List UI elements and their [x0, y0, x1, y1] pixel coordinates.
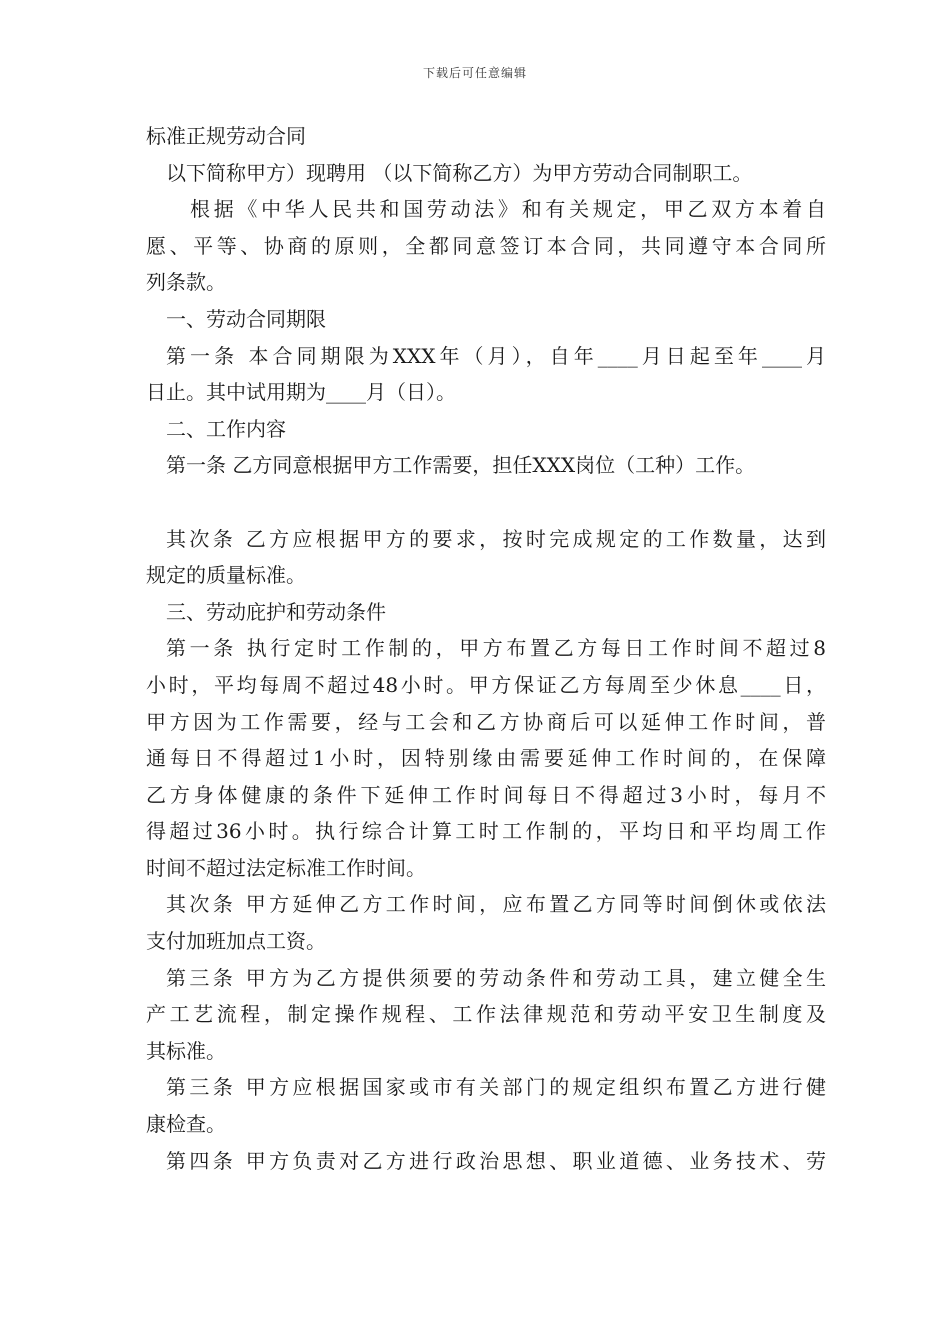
paragraph-line: 第三条 甲方为乙方提供须要的劳动条件和劳动工具，建立健全生 [166, 965, 826, 990]
paragraph-line: 产工艺流程，制定操作规程、工作法律规范和劳动平安卫生制度及 [146, 1002, 826, 1027]
paragraph-line: 时间不超过法定标准工作时间。 [146, 855, 426, 880]
paragraph-line: 第一条 乙方同意根据甲方工作需要，担任XXX岗位（工种）工作。 [166, 453, 756, 478]
page-header-note: 下载后可任意编辑 [422, 66, 527, 80]
section-heading: 一、劳动合同期限 [166, 306, 326, 331]
document-title: 标准正规劳动合同 [146, 124, 306, 148]
paragraph-line: 日止。其中试用期为____月（日）。 [146, 380, 456, 405]
paragraph-line: 愿、平等、协商的原则，全都同意签订本合同，共同遵守本合同所 [146, 233, 826, 258]
blank-gap [146, 484, 826, 521]
section-heading: 三、劳动庇护和劳动条件 [166, 599, 386, 624]
paragraph-line: 规定的质量标准。 [146, 563, 306, 588]
paragraph-line: 通每日不得超过1小时，因特别缘由需要延伸工作时间的，在保障 [146, 746, 826, 771]
paragraph-line: 第四条 甲方负责对乙方进行政治思想、职业道德、业务技术、劳 [166, 1148, 826, 1173]
paragraph-line: 第一条 执行定时工作制的，甲方布置乙方每日工作时间不超过8 [166, 636, 826, 661]
paragraph-line: 支付加班加点工资。 [146, 929, 326, 954]
section-heading: 二、工作内容 [166, 416, 286, 441]
paragraph-line: 其标准。 [146, 1038, 226, 1063]
paragraph-line: 康检查。 [146, 1112, 226, 1137]
contract-body [146, 118, 826, 1179]
paragraph-line: 得超过36小时。执行综合计算工时工作制的，平均日和平均周工作 [146, 819, 826, 844]
intro-line: 以下简称甲方）现聘用 （以下简称乙方）为甲方劳动合同制职工。 [166, 160, 753, 185]
paragraph-line: 列条款。 [146, 270, 226, 295]
paragraph-line: 小时，平均每周不超过48小时。甲方保证乙方每周至少休息____日， [146, 672, 826, 697]
paragraph-line: 其次条 乙方应根据甲方的要求，按时完成规定的工作数量，达到 [166, 526, 826, 551]
paragraph-line: 第三条 甲方应根据国家或市有关部门的规定组织布置乙方进行健 [166, 1075, 826, 1100]
paragraph-line: 甲方因为工作需要，经与工会和乙方协商后可以延伸工作时间，普 [146, 709, 826, 734]
paragraph-line: 第一条 本合同期限为XXX年（月），自年____月日起至年____月 [166, 343, 826, 368]
paragraph-line: 乙方身体健康的条件下延伸工作时间每日不得超过3小时，每月不 [146, 782, 826, 807]
paragraph-line: 其次条 甲方延伸乙方工作时间，应布置乙方同等时间倒休或依法 [166, 892, 826, 917]
paragraph-line: 根据《中华人民共和国劳动法》和有关规定，甲乙双方本着自 [190, 197, 826, 222]
